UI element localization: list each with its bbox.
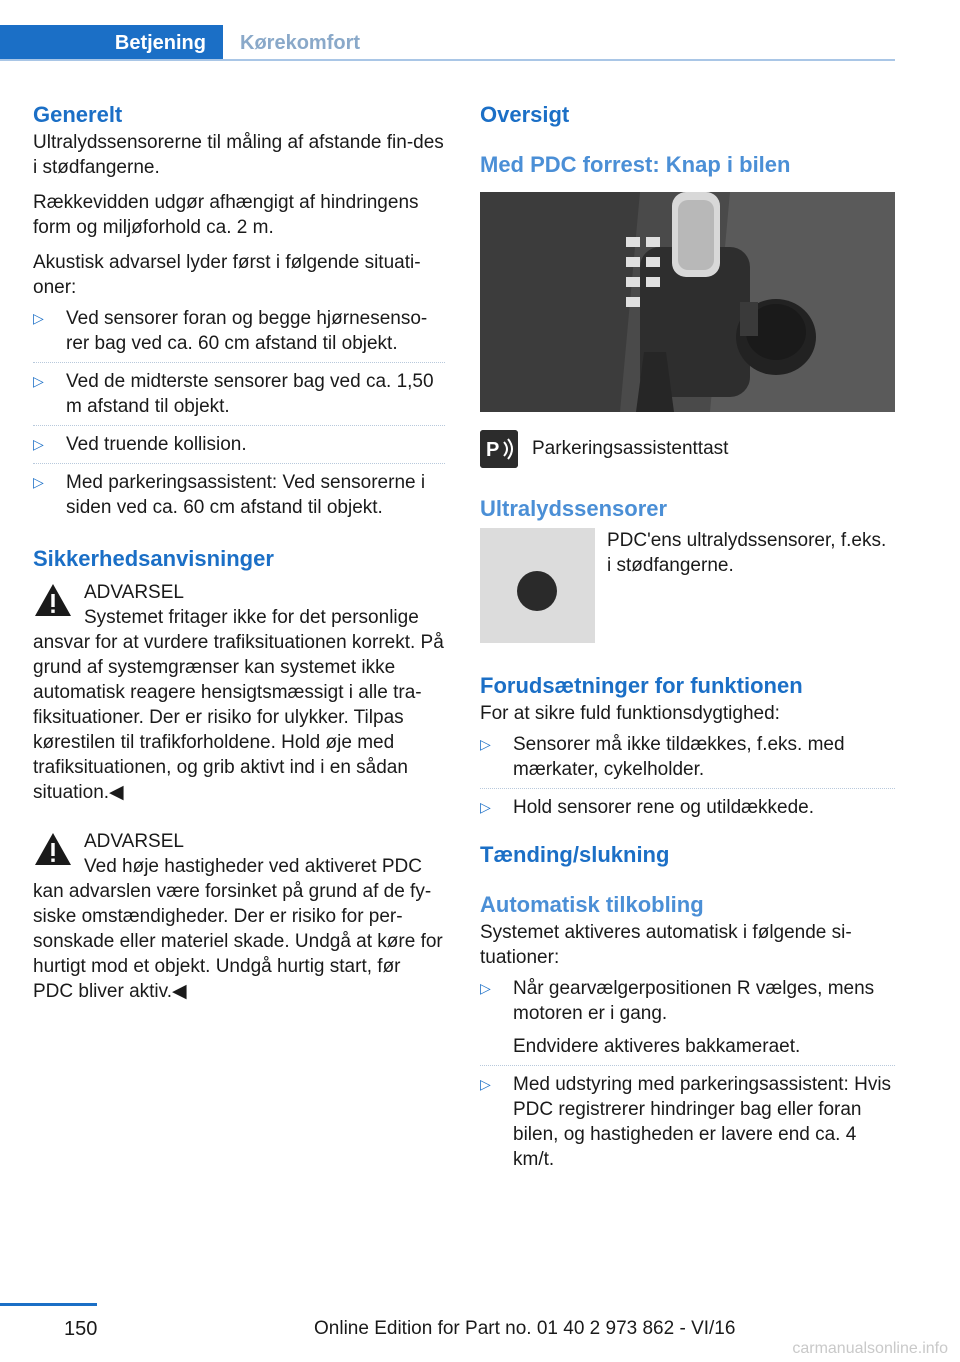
parking-assistant-icon (480, 430, 518, 468)
watermark: carmanualsonline.info (792, 1340, 948, 1357)
triangle-bullet-icon: ▷ (480, 1076, 491, 1092)
list-item: ▷ Ved sensorer foran og begge hjørnesenso-rer bag ved ca. 60 cm afstand til objekt. (33, 300, 445, 363)
warning-text-first: Systemet fritager ikke for det personlige (84, 607, 419, 628)
list-item: ▷ Sensorer må ikke tildækkes, f.eks. med mærkater, cykelholder. (480, 726, 895, 789)
warning-label: ADVARSEL (84, 582, 184, 603)
tab-korekomfort[interactable]: Kørekomfort (240, 31, 361, 54)
triangle-bullet-icon: ▷ (33, 373, 44, 389)
list-item: ▷ Hold sensorer rene og utildækkede. (480, 797, 815, 818)
list-item: ▷ Med parkeringsassistent: Ved sensorerne i siden ved ca. 60 cm afstand til objekt. (33, 472, 426, 518)
right-column (480, 100, 895, 1178)
triangle-bullet-icon: ▷ (480, 736, 491, 752)
warning-text-first: Ved høje hastigheder ved aktiveret PDC (84, 856, 422, 877)
triangle-bullet-icon: ▷ (33, 474, 44, 490)
warning-triangle-icon (33, 831, 73, 867)
list-item-extra: Endvidere aktiveres bakkameraet. (513, 1036, 801, 1057)
triangle-bullet-icon: ▷ (33, 436, 44, 452)
warning-block-1 (33, 580, 445, 805)
paragraph-automatisk: Systemet aktiveres automatisk i følgende si-tuationer: (480, 922, 852, 968)
heading-sikkerhed: Sikkerhedsanvisninger (33, 546, 274, 571)
warning-label: ADVARSEL (84, 831, 184, 852)
page-number: 150 (64, 1318, 98, 1340)
paragraph-range: Rækkevidden udgør afhængigt af hindringens form og miljøforhold ca. 2 m. (33, 192, 419, 238)
warning-block-2 (33, 829, 445, 1004)
warning-text: ansvar for at vurdere trafiksituationen korrekt. På grund af systemgrænser kan systemet ikke automatisk reagere hensigtsmæssigt i alle tra-fiksituationer. Der er risiko for ulykker. Tilpas kørestilen til trafikforholdene. Hold øje med trafiksituationen, og grib aktivt ind i en sådan situation.◀ (33, 632, 444, 803)
left-column (33, 100, 445, 1004)
sensor-icon (517, 571, 557, 611)
acoustic-list (33, 300, 445, 526)
heading-forudsaetninger: Forudsætninger for funktionen (480, 673, 803, 698)
heading-generelt: Generelt (33, 102, 123, 127)
button-caption-row (480, 430, 895, 468)
triangle-bullet-icon: ▷ (480, 799, 491, 815)
heading-ultralyd: Ultralydssensorer (480, 496, 668, 521)
warning-triangle-icon (33, 582, 73, 618)
list-item: ▷ Ved de midterste sensorer bag ved ca. 1,50 m afstand til objekt. (33, 363, 445, 426)
edition-text: Online Edition for Part no. 01 40 2 973 862 - VI/16 (314, 1318, 736, 1339)
center-console-photo (480, 192, 895, 412)
tab-underline (0, 59, 895, 61)
paragraph-sensors: Ultralydssensorerne til måling af afstande fin-des i stødfangerne. (33, 132, 444, 178)
footer-rule (0, 1303, 97, 1306)
tab-betjening[interactable]: Betjening (0, 25, 223, 61)
heading-automatisk: Automatisk tilkobling (480, 892, 704, 917)
heading-taending: Tænding/slukning (480, 842, 670, 867)
list-item: ▷ Ved truende kollision. (33, 426, 445, 464)
chapter-tabbar (0, 25, 895, 63)
sensor-description: PDC'ens ultralydssensorer, f.eks. i stødfangerne. (607, 530, 887, 576)
gear-selector-illustration (480, 192, 895, 412)
heading-oversigt: Oversigt (480, 102, 570, 127)
forudsaetninger-list (480, 726, 895, 826)
warning-text: kan advarslen være forsinket på grund af de fy-siske omstændigheder. Der er risiko for per-sonskade eller materiel skade. Undgå at køre for hurtigt mod et objekt. Undgå hurtig start, før PDC bliver aktiv.◀ (33, 881, 443, 1002)
sensor-image (480, 528, 595, 643)
button-caption: Parkeringsassistenttast (532, 438, 729, 459)
list-item: ▷ Når gearvælgerpositionen R vælges, mens motoren er i gang. Endvidere aktiveres bakkameraet. (480, 970, 895, 1066)
triangle-bullet-icon: ▷ (33, 310, 44, 326)
triangle-bullet-icon: ▷ (480, 980, 491, 996)
heading-pdc-button: Med PDC forrest: Knap i bilen (480, 152, 791, 177)
sensor-row (480, 528, 895, 643)
automatisk-list (480, 970, 895, 1178)
svg-text:P: P (486, 439, 500, 461)
paragraph-forudsaetninger: For at sikre fuld funktionsdygtighed: (480, 703, 780, 724)
paragraph-acoustic: Akustisk advarsel lyder først i følgende situati-oner: (33, 252, 421, 298)
list-item: ▷ Med udstyring med parkeringsassistent: Hvis PDC registrerer hindringer bag eller foran bilen, og hastigheden er lavere end ca. 4 km/t. (480, 1074, 892, 1170)
